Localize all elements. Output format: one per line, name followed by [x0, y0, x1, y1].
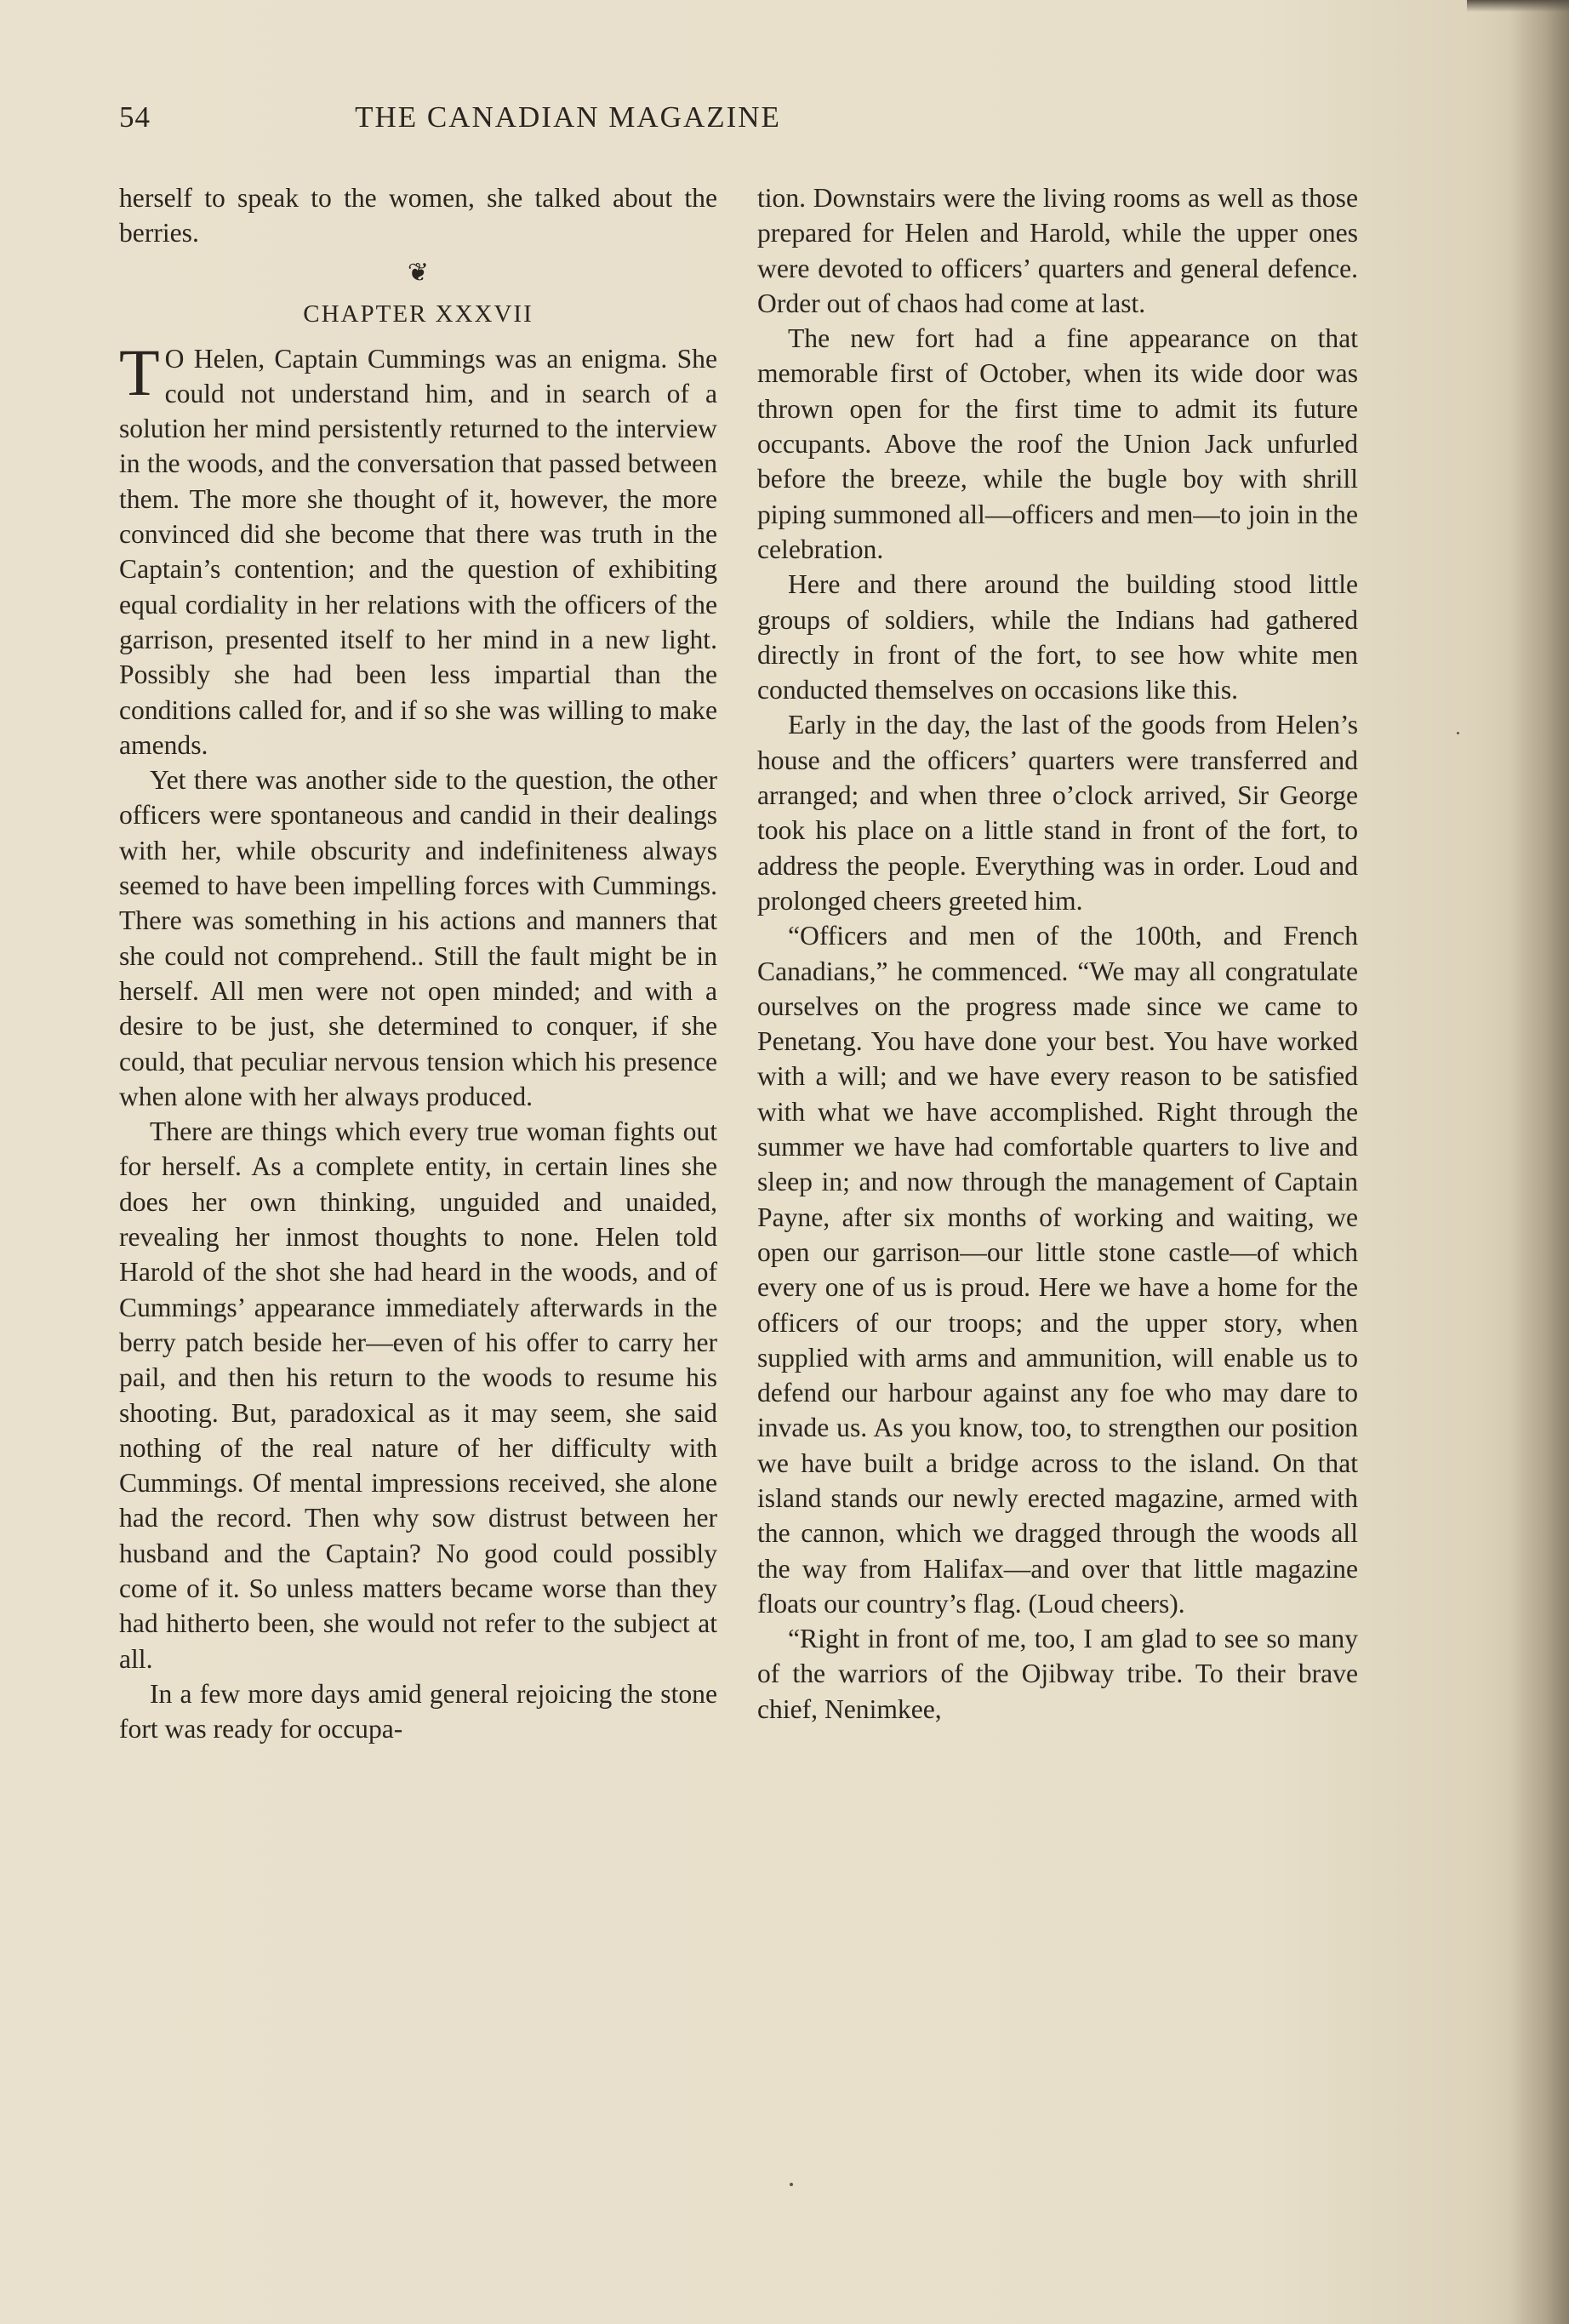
- paper-speck: [790, 2183, 793, 2186]
- page-header: [119, 100, 1017, 151]
- right-paragraph: Early in the day, the last of the goods from Helen’s house and the officers’ quarters were transferred and arranged; and when three o’clock arrived, Sir George took his place on a little stand in front of the fort, to address the people. Everything was in order. Loud and prolonged cheers greeted him.: [757, 710, 1358, 916]
- left-paragraph: Yet there was another side to the question, the other officers were spontaneous and candid in their dealings with her, while obscurity and indefiniteness always seemed to have been impelling forces with Cummings. There was something in his actions and manners that she could not comprehend.. Still the fault might be in herself. All men were not open minded; and with a desire to be just, she determined to conquer, if she could, that peculiar nervous tension which his presence when alone with her always produced.: [119, 765, 717, 1111]
- page-corner-shadow: [1467, 0, 1569, 12]
- paper-speck: [1457, 732, 1459, 734]
- page-number: 54: [119, 100, 151, 134]
- right-paragraph: The new fort had a fine appearance on that memorable first of October, when its wide door was thrown open for the first time to admit its future occupants. Above the roof the Union Jack unfurled before the breeze, while the bugle boy with shrill piping summoned all—officers and men—to join in the celebration.: [757, 323, 1358, 564]
- chapter-heading: CHAPTER XXXVII: [303, 300, 533, 328]
- left-column: [119, 180, 717, 1746]
- ornament-icon: ❦: [407, 258, 430, 287]
- page-spine-shadow: [1509, 0, 1569, 2324]
- left-paragraph: There are things which every true woman fights out for herself. As a complete entity, in certain lines she does her own thinking, unguided and unaided, revealing her inmost thoughts to none. Helen told Harold of the shot she had heard in the woods, and of Cummings’ appearance immediately afterwards in the berry patch beside her—even of his offer to carry her pail, and then his return to the woods to resume his shooting. But, paradoxical as it may seem, she said nothing of the real nature of her difficulty with Cummings. Of mental impressions received, she alone had the record. Then why sow distrust between her husband and the Captain? No good could possibly come of it. So unless matters became worse than they had hitherto been, she would not refer to the subject at all.: [119, 1116, 717, 1674]
- right-paragraph: Here and there around the building stood little groups of soldiers, while the Indians had gathered directly in front of the fort, to see how white men conducted themselves on occasions like this.: [757, 569, 1358, 705]
- right-paragraph: “Right in front of me, too, I am glad to see so many of the warriors of the Ojibway tribe. To their brave chief, Nenimkee,: [757, 1624, 1358, 1724]
- chapter-opening-text: O Helen, Captain Cummings was an enigma. She could not understand him, and in search of a solution her mind persistently returned to the interview in the woods, and the conversation that passed between them. The more she thought of it, however, the more convinced did she become that there was truth in the Captain’s contention; and the question of exhibiting equal cordiality in her relations with the officers of the garrison, presented itself to her mind in a new light. Possibly she had been less impartial than the conditions called for, and if so she was willing to make amends.: [119, 343, 717, 760]
- right-column: [757, 180, 1358, 1727]
- left-paragraph: In a few more days amid general rejoicing the stone fort was ready for occupa-: [119, 1678, 717, 1744]
- drop-cap: T: [119, 334, 160, 409]
- chapter-opening-paragraph: [119, 334, 717, 763]
- right-continuation-paragraph: tion. Downstairs were the living rooms as well as those prepared for Helen and Harold, while the upper ones were devoted to officers’ quarters and general defence. Order out of chaos had come at last.: [757, 183, 1358, 318]
- left-continuation-paragraph: herself to speak to the women, she talked about the berries.: [119, 183, 717, 248]
- right-paragraph: “Officers and men of the 100th, and French Canadians,” he commenced. “We may all congratulate ourselves on the progress made since we came to Penetang. You have done your best. You have worked with a will; and we have every reason to be satisfied with what we have accomplished. Right through the summer we have had comfortable quarters to live and sleep in; and now through the management of Captain Payne, after six months of working and waiting, we open our garrison—our little stone castle—of which every one of us is proud. Here we have a home for the officers of our troops; and the upper story, when supplied with arms and ammunition, will enable us to defend our harbour against any foe who may dare to invade us. As you know, too, to strengthen our position we have built a bridge across to the island. On that island stands our newly erected magazine, armed with the cannon, which we dragged through the woods all the way from Halifax—and over that little magazine floats our country’s flag. (Loud cheers).: [757, 921, 1358, 1619]
- running-title: THE CANADIAN MAGAZINE: [355, 100, 781, 134]
